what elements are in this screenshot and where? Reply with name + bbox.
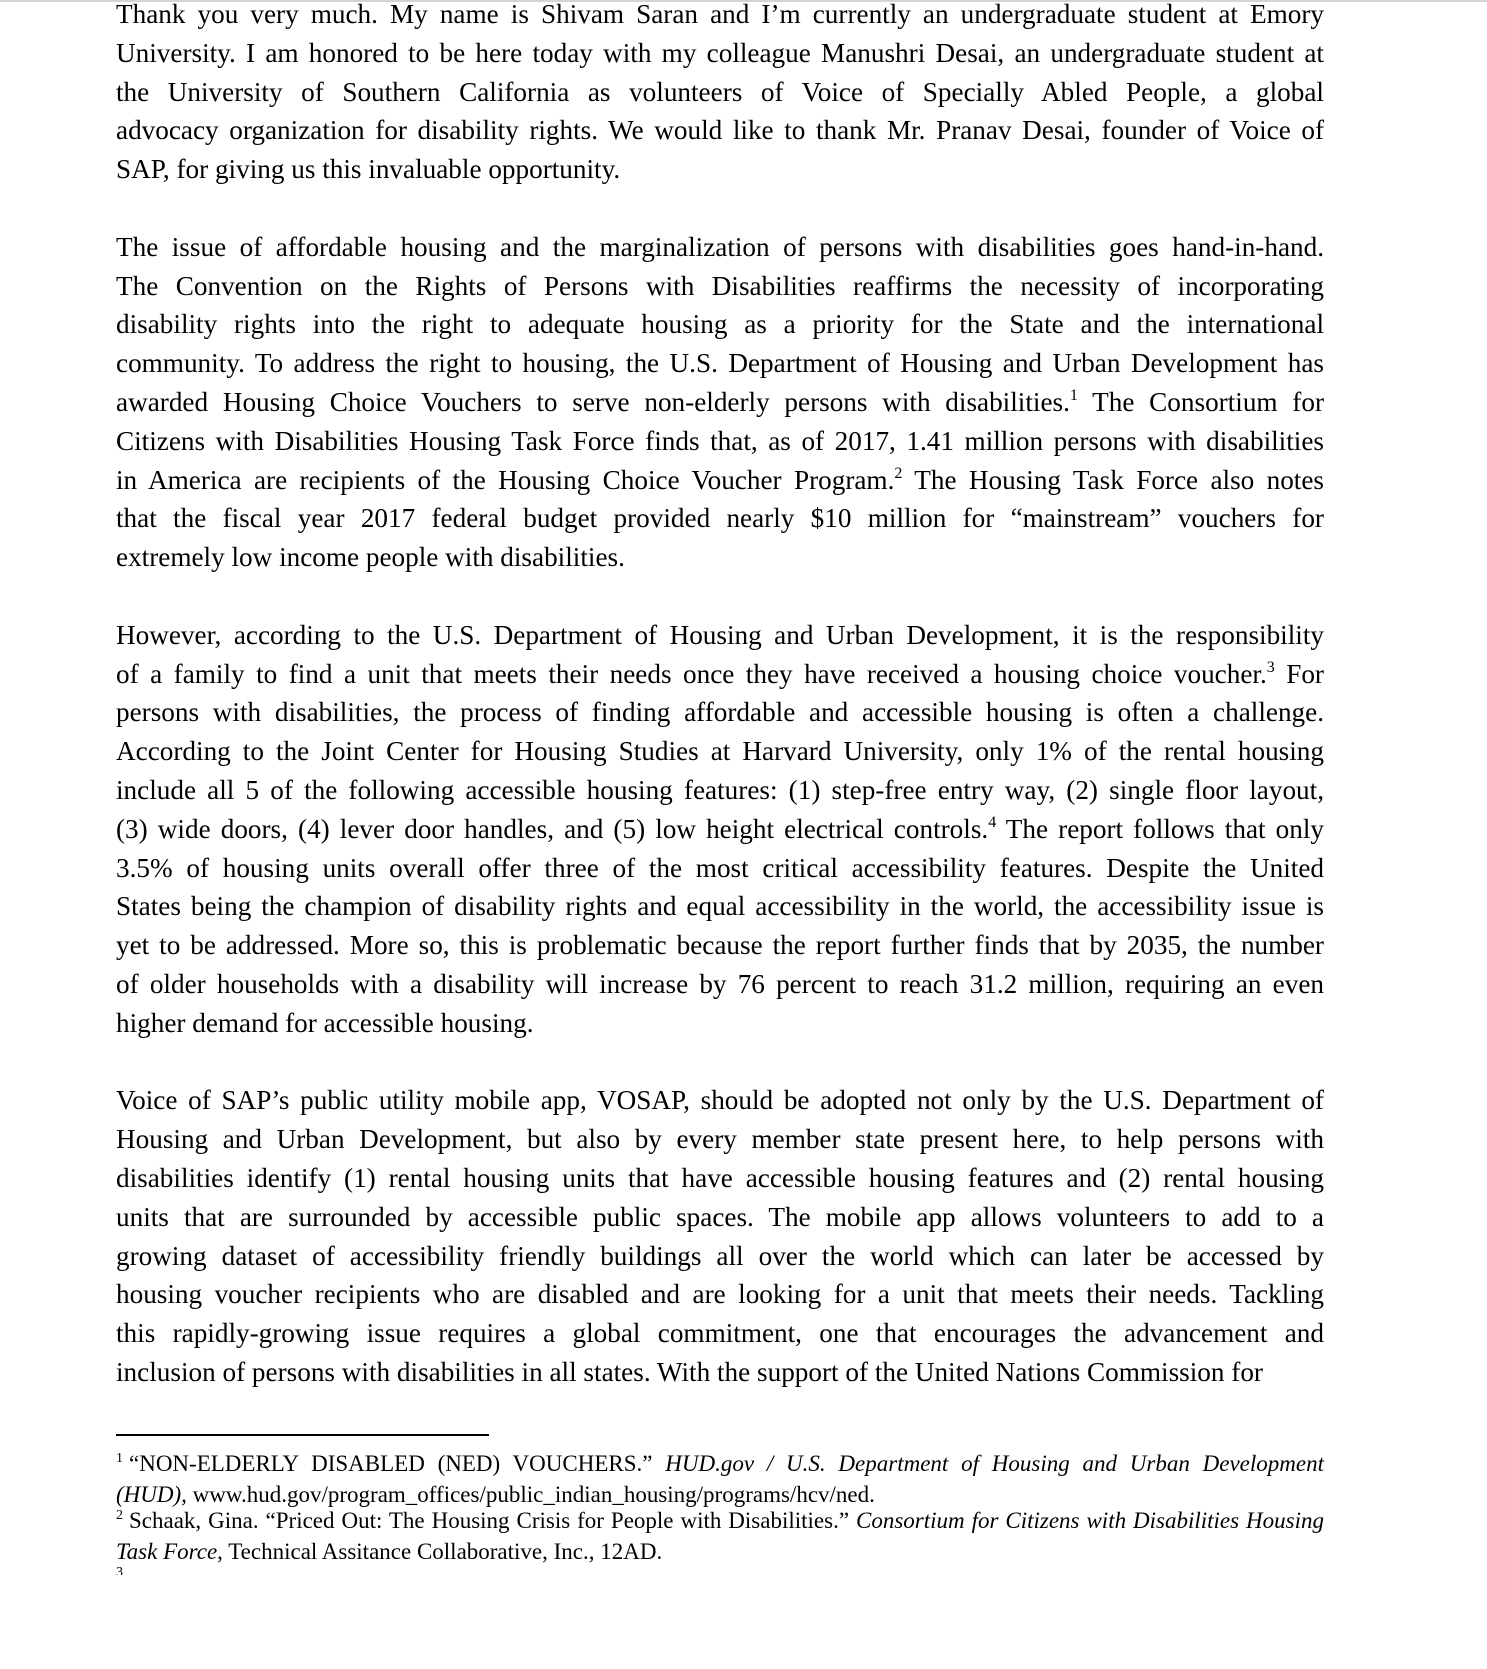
footnote-number: 2 xyxy=(116,1508,123,1523)
text-run: of a family to find a unit that meets their needs once they have received a housing choice voucher. xyxy=(116,658,1267,689)
text-line: The issue of affordable housing and the marginalization of persons with disabilities goes hand-in-hand. xyxy=(116,231,1324,262)
text-line: yet to be addressed. More so, this is problematic because the report further finds that by 2035, the number xyxy=(116,930,1324,961)
text-line: University. I am honored to be here today with my colleague Manushri Desai, an undergraduate student at xyxy=(116,37,1324,68)
text-line: this rapidly-growing issue requires a global commitment, one that encourages the advancement and xyxy=(116,1318,1324,1349)
footnote-reference[interactable]: 4 xyxy=(988,813,997,831)
footnote-text: “NON-ELDERLY DISABLED (NED) VOUCHERS.” xyxy=(129,1451,666,1476)
text-line: Thank you very much. My name is Shivam Saran and I’m currently an undergraduate student at Emory xyxy=(116,0,1324,29)
text-run: in America are recipients of the Housing Choice Voucher Program. xyxy=(116,464,895,495)
text-run: awarded Housing Choice Vouchers to serve non-elderly persons with disabilities. xyxy=(116,386,1070,417)
text-line: that the fiscal year 2017 federal budget provided nearly $10 million for “mainstream” vouchers for xyxy=(116,503,1324,534)
document-body xyxy=(116,0,1324,1430)
text-line: However, according to the U.S. Department of Housing and Urban Development, it is the responsibility xyxy=(116,619,1324,650)
text-line: Voice of SAP’s public utility mobile app, VOSAP, should be adopted not only by the U.S. Department of xyxy=(116,1085,1324,1116)
text-line xyxy=(116,461,1324,500)
text-line: States being the champion of disability rights and equal accessibility in the world, the accessibility issue is xyxy=(116,891,1324,922)
text-line: of older households with a disability will increase by 76 percent to reach 31.2 million, requiring an even xyxy=(116,968,1324,999)
text-line: the University of Southern California as volunteers of Voice of Specially Abled People, a global xyxy=(116,76,1324,107)
footnote-publisher: , Technical Assitance Collaborative, Inc., 12AD. xyxy=(217,1538,663,1564)
footnote-reference[interactable]: 3 xyxy=(1266,658,1275,676)
text-line: community. To address the right to housing, the U.S. Department of Housing and Urban Development has xyxy=(116,348,1324,379)
text-run: The report follows that only xyxy=(996,813,1324,844)
text-line: include all 5 of the following accessible housing features: (1) step-free entry way, (2) single floor layout, xyxy=(116,774,1324,805)
footnote-text: Schaak, Gina. “Priced Out: The Housing Crisis for People with Disabilities.” xyxy=(129,1508,856,1533)
footnote-1 xyxy=(116,1451,1324,1508)
text-run: For xyxy=(1274,658,1324,689)
text-line xyxy=(116,810,1324,849)
footnote-url: , www.hud.gov/program_offices/public_indian_housing/programs/hcv/ned. xyxy=(181,1481,875,1507)
footnote-reference[interactable]: 2 xyxy=(894,464,903,482)
footnote-source-italic: HUD.gov / U.S. Department of Housing and Urban Development xyxy=(665,1451,1324,1476)
text-run: The Housing Task Force also notes xyxy=(902,464,1325,495)
footnotes xyxy=(116,1451,1324,1575)
footnote-3-cut-off xyxy=(116,1565,1324,1575)
text-line: persons with disabilities, the process of finding affordable and accessible housing is often a challenge. xyxy=(116,697,1324,728)
footnote-separator xyxy=(116,1434,489,1436)
footnote-number: 1 xyxy=(116,1451,123,1466)
text-line: The Convention on the Rights of Persons with Disabilities reaffirms the necessity of incorporating xyxy=(116,270,1324,301)
text-line: growing dataset of accessibility friendly buildings all over the world which can later be accessed by xyxy=(116,1240,1324,1271)
paragraph xyxy=(116,0,1324,189)
text-line: Citizens with Disabilities Housing Task Force finds that, as of 2017, 1.41 million persons with disabilities xyxy=(116,425,1324,456)
paragraph xyxy=(116,616,1324,1043)
text-run: (3) wide doors, (4) lever door handles, and (5) low height electrical controls. xyxy=(116,813,989,844)
text-line: Housing and Urban Development, but also by every member state present here, to help persons with xyxy=(116,1124,1324,1155)
text-line: units that are surrounded by accessible public spaces. The mobile app allows volunteers to add to a xyxy=(116,1201,1324,1232)
footnote-2 xyxy=(116,1508,1324,1565)
text-line xyxy=(116,383,1324,422)
paragraph xyxy=(116,1081,1324,1391)
footnote-number: 3 xyxy=(116,1565,123,1575)
text-line: disability rights into the right to adequate housing as a priority for the State and the international xyxy=(116,309,1324,340)
text-run: The Consortium for xyxy=(1077,386,1324,417)
text-line: SAP, for giving us this invaluable opportunity. xyxy=(116,154,621,185)
text-line: inclusion of persons with disabilities in all states. With the support of the United Nations Commission for xyxy=(116,1356,1263,1387)
footnote-source-italic: Task Force xyxy=(116,1538,218,1564)
text-line: housing voucher recipients who are disabled and are looking for a unit that meets their needs. Tackling xyxy=(116,1279,1324,1310)
footnote-source-italic: (HUD) xyxy=(116,1481,182,1507)
text-line: advocacy organization for disability rights. We would like to thank Mr. Pranav Desai, founder of Voice of xyxy=(116,115,1324,146)
footnote-source-italic: Consortium for Citizens with Disabilities Housing xyxy=(856,1508,1324,1533)
text-line: disabilities identify (1) rental housing units that have accessible housing features and (2) rental housing xyxy=(116,1162,1324,1193)
paragraph xyxy=(116,228,1324,577)
footnote-reference[interactable]: 1 xyxy=(1069,386,1078,404)
text-line: According to the Joint Center for Housing Studies at Harvard University, only 1% of the rental housing xyxy=(116,736,1324,767)
text-line: 3.5% of housing units overall offer three of the most critical accessibility features. Despite the United xyxy=(116,852,1324,883)
text-line xyxy=(116,655,1324,694)
text-line: extremely low income people with disabilities. xyxy=(116,542,625,573)
text-line: higher demand for accessible housing. xyxy=(116,1007,534,1038)
